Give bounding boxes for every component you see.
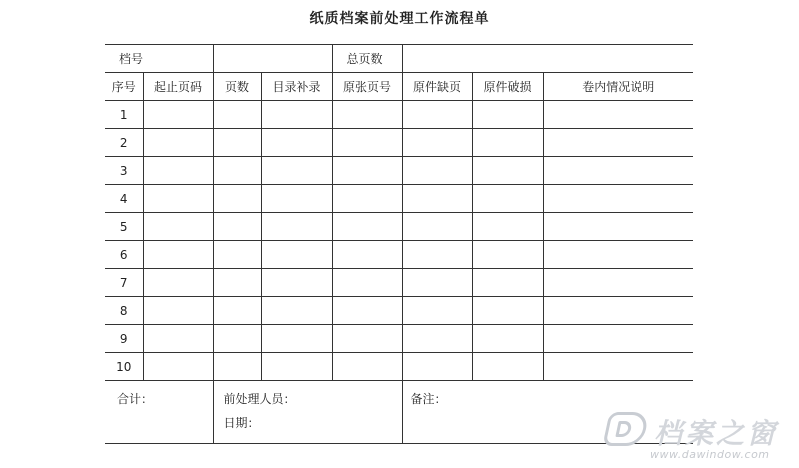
table-cell[interactable] xyxy=(472,213,543,241)
table-cell[interactable] xyxy=(402,129,472,157)
processor-cell[interactable] xyxy=(213,381,402,444)
table-cell[interactable] xyxy=(472,157,543,185)
table-row xyxy=(105,185,693,213)
form-title: 纸质档案前处理工作流程单 xyxy=(309,11,490,27)
row-number: 6 xyxy=(105,241,143,269)
row-number: 3 xyxy=(105,157,143,185)
table-cell[interactable] xyxy=(143,269,213,297)
table-cell[interactable] xyxy=(143,353,213,381)
table-cell[interactable] xyxy=(143,213,213,241)
table-cell[interactable] xyxy=(213,101,261,129)
table-cell[interactable] xyxy=(332,353,402,381)
table-row xyxy=(105,129,693,157)
column-header: 原件缺页 xyxy=(402,73,472,101)
table-cell[interactable] xyxy=(332,157,402,185)
table-cell[interactable] xyxy=(213,129,261,157)
table-cell[interactable] xyxy=(332,213,402,241)
table-cell[interactable] xyxy=(402,213,472,241)
table-cell[interactable] xyxy=(402,241,472,269)
row-number: 9 xyxy=(105,325,143,353)
row-number: 10 xyxy=(105,353,143,381)
table-cell[interactable] xyxy=(261,157,332,185)
table-cell[interactable] xyxy=(213,269,261,297)
table-cell[interactable] xyxy=(332,269,402,297)
table-cell[interactable] xyxy=(213,353,261,381)
table-cell[interactable] xyxy=(543,325,693,353)
table-cell[interactable] xyxy=(261,101,332,129)
total-cell[interactable] xyxy=(105,381,213,444)
table-cell[interactable] xyxy=(472,325,543,353)
table-cell[interactable] xyxy=(261,269,332,297)
table-cell[interactable] xyxy=(402,185,472,213)
table-cell[interactable] xyxy=(543,101,693,129)
table-cell[interactable] xyxy=(543,157,693,185)
table-row xyxy=(105,269,693,297)
table-cell[interactable] xyxy=(261,129,332,157)
row-number: 5 xyxy=(105,213,143,241)
table-cell[interactable] xyxy=(472,101,543,129)
table-cell[interactable] xyxy=(543,185,693,213)
table-row xyxy=(105,297,693,325)
table-cell[interactable] xyxy=(472,129,543,157)
table-cell[interactable] xyxy=(332,297,402,325)
table-cell[interactable] xyxy=(402,269,472,297)
table-cell[interactable] xyxy=(261,185,332,213)
dawindow-logo-icon xyxy=(602,412,649,446)
table-cell[interactable] xyxy=(213,297,261,325)
table-cell[interactable] xyxy=(402,297,472,325)
table-cell[interactable] xyxy=(143,129,213,157)
header-info-row xyxy=(105,45,693,73)
column-header-row xyxy=(105,73,693,101)
column-header: 页数 xyxy=(213,73,261,101)
table-cell[interactable] xyxy=(543,241,693,269)
table-row xyxy=(105,213,693,241)
table-row xyxy=(105,241,693,269)
table-cell[interactable] xyxy=(472,241,543,269)
site-watermark xyxy=(606,410,791,462)
table-row xyxy=(105,353,693,381)
table-cell[interactable] xyxy=(261,213,332,241)
table-cell[interactable] xyxy=(143,297,213,325)
processor-label: 前处理人员： xyxy=(223,392,296,406)
table-cell[interactable] xyxy=(213,185,261,213)
table-cell[interactable] xyxy=(213,213,261,241)
remarks-label: 备注： xyxy=(410,392,447,406)
column-header: 序号 xyxy=(105,73,143,101)
table-cell[interactable] xyxy=(402,101,472,129)
table-cell[interactable] xyxy=(143,325,213,353)
table-cell[interactable] xyxy=(472,353,543,381)
table-cell[interactable] xyxy=(472,297,543,325)
table-cell[interactable] xyxy=(261,241,332,269)
watermark-name: 档案之窗 xyxy=(654,417,779,450)
table-cell[interactable] xyxy=(143,185,213,213)
table-cell[interactable] xyxy=(472,185,543,213)
row-number: 7 xyxy=(105,269,143,297)
table-cell[interactable] xyxy=(261,325,332,353)
table-row xyxy=(105,157,693,185)
table-cell[interactable] xyxy=(213,325,261,353)
workflow-form-table xyxy=(105,44,693,444)
table-cell[interactable] xyxy=(543,213,693,241)
total-pages-field[interactable] xyxy=(402,45,693,73)
table-cell[interactable] xyxy=(143,241,213,269)
table-cell[interactable] xyxy=(543,297,693,325)
table-cell[interactable] xyxy=(143,101,213,129)
table-cell[interactable] xyxy=(543,353,693,381)
watermark-url: www.dawindow.com xyxy=(650,448,770,461)
table-cell[interactable] xyxy=(213,157,261,185)
row-number: 8 xyxy=(105,297,143,325)
table-cell[interactable] xyxy=(402,353,472,381)
table-cell[interactable] xyxy=(261,353,332,381)
row-number: 1 xyxy=(105,101,143,129)
archive-no-field[interactable] xyxy=(213,45,332,73)
table-cell[interactable] xyxy=(472,269,543,297)
table-cell[interactable] xyxy=(213,241,261,269)
table-cell[interactable] xyxy=(543,129,693,157)
table-row xyxy=(105,101,693,129)
column-header: 起止页码 xyxy=(143,73,213,101)
column-header: 原件破损 xyxy=(472,73,543,101)
column-header: 目录补录 xyxy=(261,73,332,101)
row-number: 4 xyxy=(105,185,143,213)
table-cell[interactable] xyxy=(332,325,402,353)
table-cell[interactable] xyxy=(332,241,402,269)
table-cell[interactable] xyxy=(332,129,402,157)
total-label: 合计： xyxy=(117,392,154,406)
table-row xyxy=(105,325,693,353)
table-cell[interactable] xyxy=(332,185,402,213)
table-cell[interactable] xyxy=(543,269,693,297)
total-pages-label: 总页数 xyxy=(332,45,402,73)
date-label: 日期： xyxy=(223,416,260,430)
table-cell[interactable] xyxy=(261,297,332,325)
row-number: 2 xyxy=(105,129,143,157)
column-header: 卷内情况说明 xyxy=(543,73,693,101)
table-cell[interactable] xyxy=(143,157,213,185)
table-cell[interactable] xyxy=(332,101,402,129)
archive-no-label: 档号 xyxy=(105,45,213,73)
table-cell[interactable] xyxy=(402,325,472,353)
column-header: 原张页号 xyxy=(332,73,402,101)
table-cell[interactable] xyxy=(402,157,472,185)
